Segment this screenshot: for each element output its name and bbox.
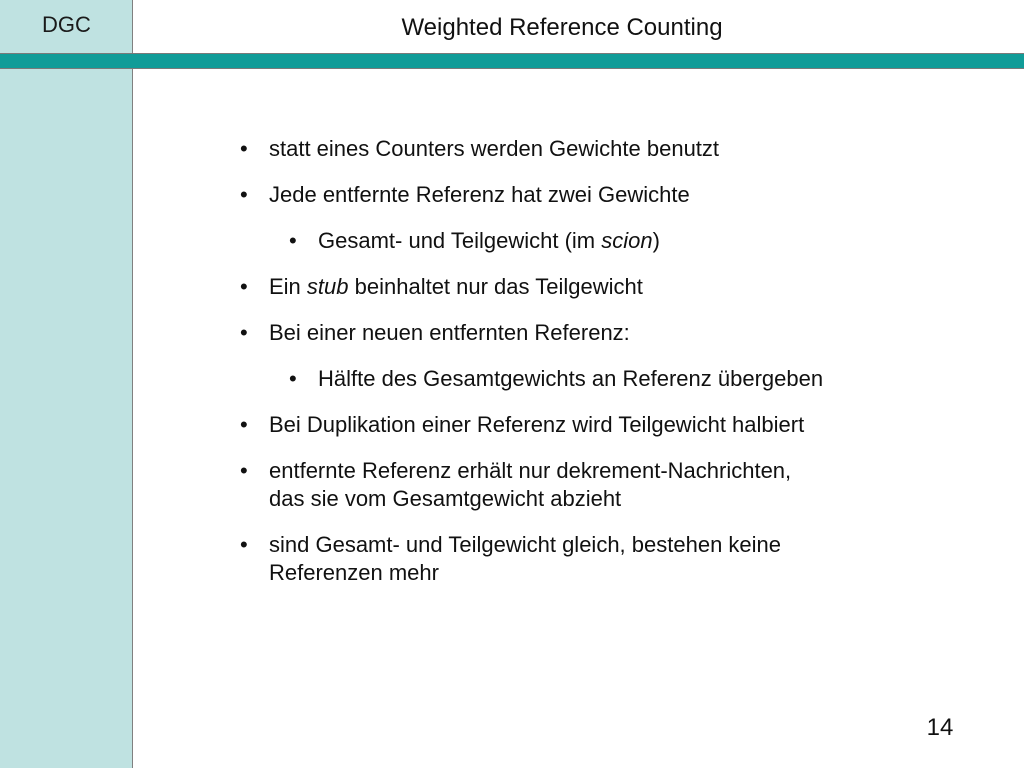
bullet-item (240, 135, 930, 163)
bullet-marker: • (240, 320, 248, 345)
bullet-text: Hälfte des Gesamtgewichts an Referenz übergeben (318, 366, 824, 391)
dgc-logo-text: DGC (42, 12, 91, 37)
bullet-text: Bei Duplikation einer Referenz wird Teilgewicht halbiert (269, 412, 805, 437)
sub-bullet-item (289, 227, 930, 255)
bullet-item (240, 457, 930, 513)
bullet-marker: • (289, 228, 297, 253)
scion-emphasis: scion (601, 228, 653, 253)
bullet-text-line-1: sind Gesamt- und Teilgewicht gleich, bestehen keine (269, 532, 782, 557)
bullet-text-line-1: entfernte Referenz erhält nur dekrement-Nachrichten, (269, 458, 792, 483)
bullet-text-suffix: beinhaltet nur das Teilgewicht (348, 274, 643, 299)
bullet-item (240, 273, 930, 301)
sub-bullet-item (289, 365, 930, 393)
bullet-marker: • (240, 136, 248, 161)
bullet-text: statt eines Counters werden Gewichte benutzt (269, 136, 720, 161)
bullet-marker: • (240, 532, 248, 557)
bullet-list (240, 135, 930, 605)
bullet-item (240, 531, 930, 587)
header-accent-bar (0, 53, 1024, 69)
bullet-text-line-2: das sie vom Gesamtgewicht abzieht (269, 486, 622, 511)
bullet-text-prefix: Ein (269, 274, 307, 299)
bullet-marker: • (240, 274, 248, 299)
bullet-text-suffix: ) (652, 228, 660, 253)
bullet-marker: • (240, 412, 248, 437)
bullet-marker: • (240, 458, 248, 483)
bullet-text: Bei einer neuen entfernten Referenz: (269, 320, 630, 345)
left-sidebar (0, 0, 133, 768)
bullet-marker: • (240, 182, 248, 207)
stub-emphasis: stub (306, 274, 349, 299)
bullet-item (240, 411, 930, 439)
bullet-marker: • (289, 366, 297, 391)
bullet-item (240, 319, 930, 347)
page-number: 14 (926, 714, 954, 741)
bullet-text: Jede entfernte Referenz hat zwei Gewichte (269, 182, 690, 207)
bullet-text-line-2: Referenzen mehr (269, 560, 439, 585)
slide-title: Weighted Reference Counting (401, 14, 723, 41)
bullet-text-prefix: Gesamt- und Teilgewicht (im (318, 228, 602, 253)
bullet-item (240, 181, 930, 209)
